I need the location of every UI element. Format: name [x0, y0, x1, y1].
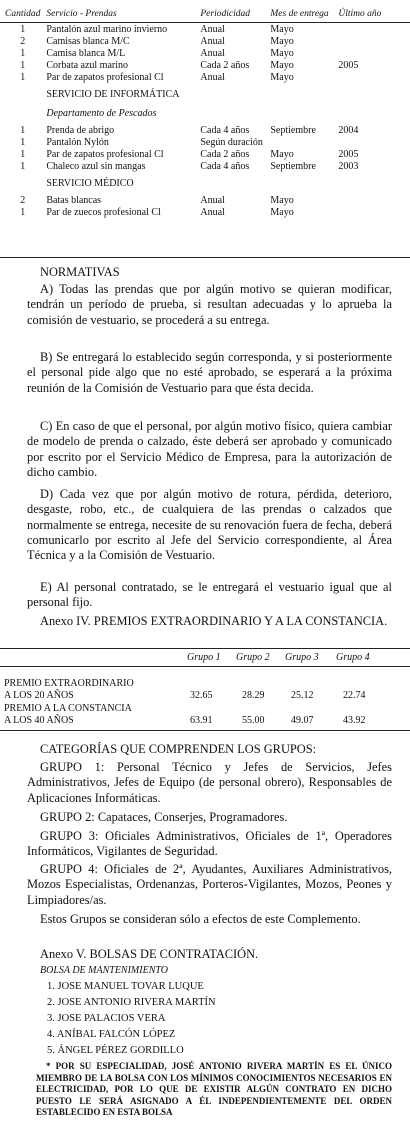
- premios-header-rule: [0, 666, 410, 667]
- normativa-a: A) Todas las prendas que por algún motivo se quieran modificar, tendrán un período de prueba, si resultan adecuadas y lo aprueba la comisión de vestuario, se procederá a su entrega.: [27, 282, 392, 327]
- section-title: SERVICIO MÉDICO: [46, 178, 134, 189]
- premio1-g2: 28.29: [242, 690, 265, 701]
- normativa-c: C) En caso de que el personal, por algún motivo físico, quiera cambiar de modelo de prenda o calzado, éste deberá ser aprobado y comunicado por escrito por el Servicio Médico de Empresa, para la autorización de dicho cambio.: [27, 419, 392, 479]
- cell-periodicidad: Anual: [200, 195, 225, 206]
- cell-item: Camisa blanca M/L: [46, 48, 126, 59]
- cell-periodicidad: Anual: [200, 48, 225, 59]
- header-cantidad: Cantidad: [5, 9, 41, 19]
- cell-ultimo: 2003: [338, 161, 359, 172]
- cell-mes: Mayo: [270, 48, 294, 59]
- premio2-g4: 43.92: [343, 715, 366, 726]
- cell-periodicidad: Cada 2 años: [200, 149, 250, 160]
- cell-periodicidad: Cada 4 años: [200, 125, 250, 136]
- cell-periodicidad: Anual: [200, 207, 225, 218]
- cell-mes: Mayo: [270, 36, 294, 47]
- premios-header-g2: Grupo 2: [236, 652, 270, 663]
- section-row: [5, 173, 381, 195]
- premios-bottom-rule: [0, 730, 410, 731]
- clothing-table-header: [5, 8, 381, 22]
- cell-qty: 1: [20, 207, 26, 218]
- cell-item: Pantalón azul marino invierno: [46, 24, 168, 35]
- bolsa-item-2: 2. JOSE ANTONIO RIVERA MARTÍN: [47, 997, 216, 1008]
- premio2-label2: A LOS 40 AÑOS: [4, 715, 74, 726]
- premio2-label1: PREMIO A LA CONSTANCIA: [4, 703, 132, 714]
- cell-ultimo: 2005: [338, 149, 359, 160]
- cell-ultimo: [338, 36, 381, 48]
- premio2-g3: 49.07: [291, 715, 314, 726]
- premio1-g4: 22.74: [343, 690, 366, 701]
- cell-item: Chaleco azul sin mangas: [46, 161, 146, 172]
- cell-item: Par de zapatos profesional Cl: [46, 72, 164, 83]
- cell-qty: 1: [20, 161, 26, 172]
- clothing-row: [5, 36, 381, 48]
- cell-qty: 1: [20, 24, 26, 35]
- grupo-1: GRUPO 1: Personal Técnico y Jefes de Servicios, Jefes Administrativos, Jefes de Equipo (de personal obrero), Responsables de Aplicaciones Informáticas.: [27, 760, 392, 805]
- clothing-row: [5, 161, 381, 173]
- clothing-row: [5, 125, 381, 137]
- cell-ultimo: 2005: [338, 60, 359, 71]
- normativa-d: D) Cada vez que por algún motivo de rotura, pérdida, deterioro, desgaste, robo, etc., de cualquiera de las prendas o calzados que normalmente se entrega, necesite de su renovación fuera de fecha, deberá comunicarlo por escrito al Jefe del Servicio correspondiente, al Área Técnica y a la Comisión de Vestuario.: [27, 487, 392, 563]
- cell-qty: 1: [20, 125, 26, 136]
- cell-mes: Mayo: [270, 72, 294, 83]
- categorias-title: [40, 742, 392, 757]
- cell-item: Camisas blanca M/C: [46, 36, 130, 47]
- cell-ultimo: [338, 72, 381, 84]
- cell-mes: Mayo: [270, 195, 294, 206]
- cell-item: Par de zapatos profesional Cl: [46, 149, 164, 160]
- anexo4-title: Anexo IV. PREMIOS EXTRAORDINARIO Y A LA CONSTANCIA.: [40, 614, 388, 628]
- premio2-g1: 63.91: [190, 715, 213, 726]
- premio1-g1: 32.65: [190, 690, 213, 701]
- cell-item: Corbata azul marino: [46, 60, 129, 71]
- normativa-e: E) Al personal contratado, se le entregará el vestuario igual que al personal fijo.: [27, 580, 392, 610]
- section-title: Departamento de Pescados: [46, 108, 157, 119]
- bolsa-item-1: 1. JOSE MANUEL TOVAR LUQUE: [47, 981, 204, 992]
- cell-item: Batas blancas: [46, 195, 102, 206]
- cell-ultimo: [338, 137, 381, 149]
- bolsa-subtitle: BOLSA DE MANTENIMIENTO: [40, 965, 168, 976]
- cell-item: Prenda de abrigo: [46, 125, 115, 136]
- cell-mes: Mayo: [270, 207, 294, 218]
- cell-mes: Mayo: [270, 24, 294, 35]
- cell-mes: Septiembre: [270, 161, 316, 172]
- premios-header-g4: Grupo 4: [336, 652, 370, 663]
- cell-periodicidad: Según duración: [200, 137, 263, 148]
- cell-qty: 1: [20, 149, 26, 160]
- categorias-title-text: CATEGORÍAS QUE COMPRENDEN LOS GRUPOS:: [40, 742, 317, 756]
- premios-header-g1: Grupo 1: [187, 652, 221, 663]
- cell-periodicidad: Anual: [200, 36, 225, 47]
- section-row: [5, 106, 381, 125]
- clothing-row: [5, 207, 381, 219]
- cell-qty: 1: [20, 137, 26, 148]
- clothing-row: [5, 137, 381, 149]
- normativas-title: NORMATIVAS: [40, 265, 120, 279]
- cell-qty: 2: [20, 195, 26, 206]
- section-row: [5, 84, 381, 106]
- clothing-row: [5, 60, 381, 72]
- section-spacer: [5, 173, 40, 195]
- cell-item: Par de zuecos profesional Cl: [46, 207, 161, 218]
- premios-header-g3: Grupo 3: [285, 652, 319, 663]
- cell-periodicidad: Cada 2 años: [200, 60, 250, 71]
- clothing-row: [5, 72, 381, 84]
- clothing-row: [5, 195, 381, 207]
- cell-ultimo: [338, 207, 381, 219]
- cell-ultimo: [338, 195, 381, 207]
- cell-periodicidad: Cada 4 años: [200, 161, 250, 172]
- clothing-row: [5, 149, 381, 161]
- cell-qty: 1: [20, 48, 26, 59]
- cell-item: Pantalón Nylón: [46, 137, 109, 148]
- grupo-2: GRUPO 2: Capataces, Conserjes, Programadores.: [40, 810, 288, 824]
- premios-top-rule: [0, 648, 410, 649]
- grupos-nota: Estos Grupos se consideran sólo a efectos de este Complemento.: [40, 912, 361, 926]
- premio2-g2: 55.00: [242, 715, 265, 726]
- cell-ultimo: [338, 48, 381, 60]
- anexo5-title: Anexo V. BOLSAS DE CONTRATACIÓN.: [40, 947, 259, 961]
- header-mes: Mes de entrega: [270, 9, 329, 19]
- premio1-label2: A LOS 20 AÑOS: [4, 690, 74, 701]
- grupo-4: GRUPO 4: Oficiales de 2ª, Ayudantes, Auxiliares Administrativos, Mozos Especialistas, Ordenanzas, Porteros-Vigilantes, Mozos, Peones y Limpiadores/as.: [27, 862, 392, 907]
- header-periodicidad: Periodicidad: [200, 9, 250, 19]
- premio1-g3: 25.12: [291, 690, 314, 701]
- cell-mes: Septiembre: [270, 125, 316, 136]
- cell-mes: Mayo: [270, 60, 294, 71]
- cell-mes: Mayo: [270, 149, 294, 160]
- normativa-b: B) Se entregará lo establecido según corresponda, y si posteriormente el personal pide algo que no esté aprobado, se esperará a la próxima reunión de la Comisión de Vestuario para que ésta decida.: [27, 350, 392, 395]
- cell-qty: 1: [20, 72, 26, 83]
- bolsa-item-5: 5. ÁNGEL PÉREZ GORDILLO: [47, 1045, 184, 1056]
- header-servicio: Servicio - Prendas: [46, 9, 117, 19]
- cell-periodicidad: Anual: [200, 24, 225, 35]
- clothing-row: [5, 48, 381, 60]
- normativas-section: [40, 265, 392, 280]
- clothing-row: [5, 24, 381, 36]
- cell-ultimo: [338, 24, 381, 36]
- clothing-table: [5, 8, 381, 219]
- cell-ultimo: 2004: [338, 125, 359, 136]
- premio1-label1: PREMIO EXTRAORDINARIO: [4, 678, 134, 689]
- cell-mes: [270, 137, 338, 149]
- section-spacer: [5, 106, 40, 125]
- section-spacer: [5, 84, 40, 106]
- section-title: SERVICIO DE INFORMÁTICA: [46, 89, 180, 100]
- bolsa-footnote: * POR SU ESPECIALIDAD, JOSÉ ANTONIO RIVERA MARTÍN ES EL ÚNICO MIEMBRO DE LA BOLSA CON LOS MÍNIMOS CONOCIMIENTOS NECESARIOS EN ELECTRICIDAD, POR LO QUE DE EXISTIR ALGÚN CONTRATO EN DICHO PUESTO LE SERÁ ASIGNADO A ÉL INDEPENDIENTEMENTE DEL ORDEN ESTABLECIDO EN ESTA BOLSA: [36, 1061, 392, 1118]
- cell-qty: 2: [20, 36, 26, 47]
- header-ultimo: Último año: [338, 9, 382, 19]
- bolsa-item-3: 3. JOSE PALACIOS VERA: [47, 1013, 166, 1024]
- grupo-3: GRUPO 3: Oficiales Administrativos, Oficiales de 1ª, Operadores Informáticos, Vigilantes de Seguridad.: [27, 829, 392, 859]
- cell-periodicidad: Anual: [200, 72, 225, 83]
- cell-qty: 1: [20, 60, 26, 71]
- bolsa-item-4: 4. ANÍBAL FALCÓN LÓPEZ: [47, 1029, 176, 1040]
- table-bottom-rule: [0, 257, 410, 258]
